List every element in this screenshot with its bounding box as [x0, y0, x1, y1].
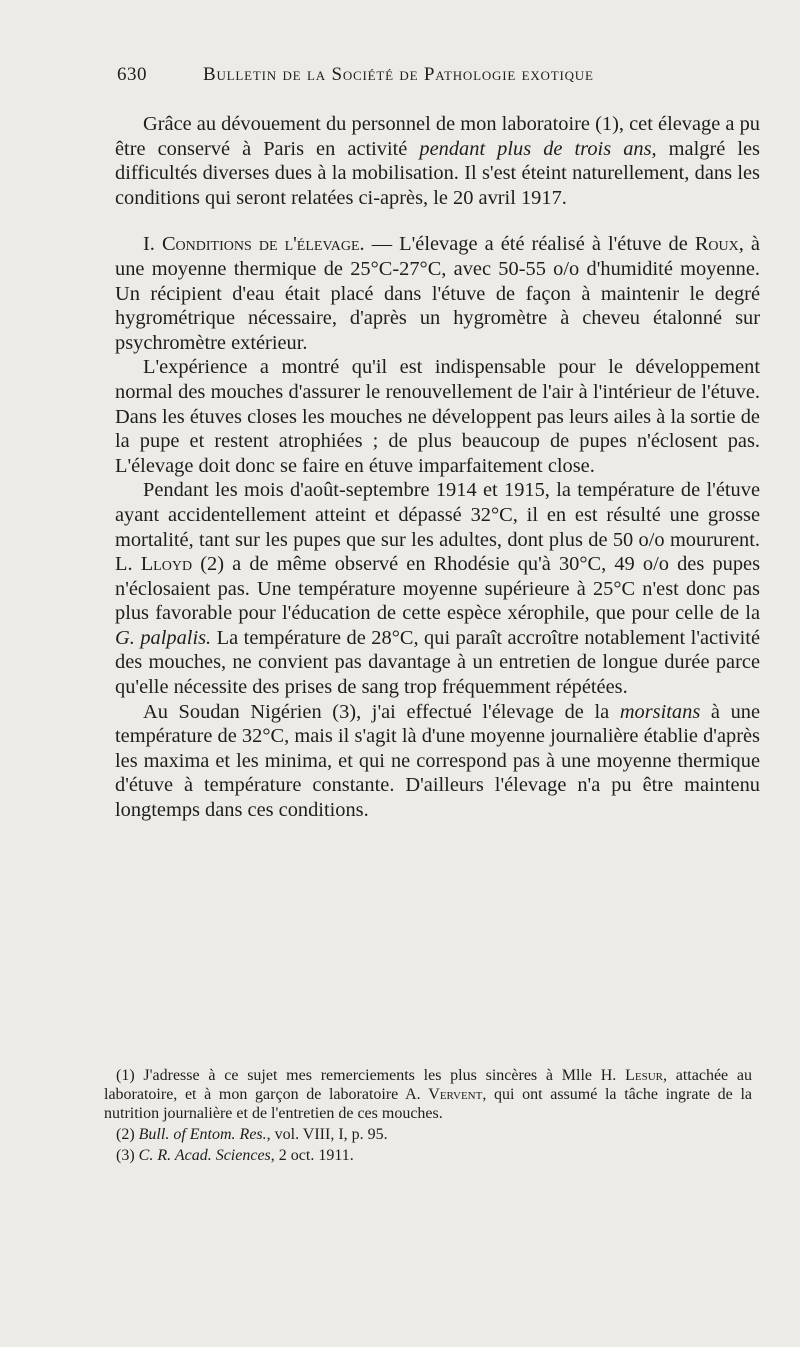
page-number: 630 [117, 64, 147, 85]
text-run: La température de 28°C, qui paraît accroître notablement l'activité des mouches, ne convient pas davantage à un entretien de longue durée parce qu'elle nécessite des prises de sang trop fréquemment répétées. [115, 626, 761, 699]
section-heading: I. Conditions de l'élevage. [143, 233, 365, 256]
author-name: Lloyd [140, 553, 193, 576]
text-run: , malgré les difficultés diverses dues à la mobilisation. Il s'est éteint naturellement, dans les conditions qui seront relatées ci-après, le 20 avril 1917. [115, 137, 760, 209]
paragraph-4 [115, 478, 760, 699]
text-run: — L'élevage a été réalisé à l'étuve de [364, 233, 695, 256]
journal-title: Bulletin de la Société de Pathologie exotique [203, 64, 594, 85]
text-run: , attachée au laboratoire, et à mon garçon de laboratoire A. [104, 1067, 753, 1103]
journal-reference: Bull. of Entom. Res. [138, 1126, 267, 1143]
text-run: , 2 oct. 1911. [270, 1147, 354, 1164]
text-run: Grâce au dévouement du personnel de mon laboratoire (1), cet élevage a pu être conservé à Paris en activité [115, 113, 760, 160]
paragraph-5 [115, 700, 760, 823]
text-run: Pendant les mois d'août-septembre 1914 et 1915, la température de l'étuve ayant accidentellement atteint et dépassé 32°C, il en est résulté une grosse mortalité, tant sur les pupes que sur les adultes, dont plus de 50 o/o moururent. L. [115, 479, 760, 576]
paragraph-2 [115, 232, 760, 355]
emphasis-text: pendant plus de trois ans [419, 137, 652, 160]
footnote-1 [104, 1066, 752, 1123]
text-run: à une température de 32°C, mais il s'agit là d'une moyenne journalière établie d'après les maxima et les minima, et qui ne correspond pas à une moyenne thermique d'étuve à température constante. D'ailleurs l'élevage n'a pu être maintenu longtemps dans ces conditions. [115, 700, 761, 822]
person-name: Vervent [428, 1086, 483, 1103]
journal-reference: C. R. Acad. Sciences [138, 1147, 271, 1164]
footnote-number: (2) [116, 1126, 139, 1143]
person-name: Lesur [625, 1067, 663, 1084]
text-run: (1) J'adresse à ce sujet mes remerciements les plus sincères à Mlle H. [116, 1067, 626, 1084]
footnote-3 [104, 1146, 752, 1165]
author-name: Roux [694, 233, 739, 256]
text-run: Au Soudan Nigérien (3), j'ai effectué l'élevage de la [143, 700, 620, 723]
footnote-2 [104, 1125, 752, 1144]
paragraph-1 [115, 112, 760, 210]
text-run: , qui ont assumé la tâche ingrate de la nutrition journalière et de l'entretien de ces mouches. [104, 1086, 752, 1122]
text-run: , à une moyenne thermique de 25°C-27°C, avec 50-55 o/o d'humidité moyenne. Un récipient d'eau était placé dans l'étuve de façon à maintenir le degré hygrométrique nécessaire, d'après un hygromètre à cheveu étalonné sur psychromètre extérieur. [115, 233, 760, 354]
main-text [115, 112, 760, 823]
species-name: morsitans [619, 700, 701, 723]
species-name: G. palpalis. [115, 626, 212, 649]
text-run: (2) a de même observé en Rhodésie qu'à 30°C, 49 o/o des pupes n'éclosaient pas. Une température moyenne supérieure à 25°C n'est donc pas plus favorable pour l'éducation de cette espèce xérophile, que pour celle de la [115, 553, 761, 625]
footnotes [104, 1066, 752, 1165]
footnote-number: (3) [116, 1147, 139, 1164]
paragraph-3: L'expérience a montré qu'il est indispensable pour le développement normal des mouches d'assurer le renouvellement de l'air à l'intérieur de l'étuve. Dans les étuves closes les mouches ne développent pas leurs ailes à la sortie de la pupe et restent atrophiées ; de plus beaucoup de pupes n'éclosent pas. L'élevage doit donc se faire en étuve imparfaitement close. [115, 356, 760, 477]
text-run: , vol. VIII, I, p. 95. [266, 1126, 388, 1143]
